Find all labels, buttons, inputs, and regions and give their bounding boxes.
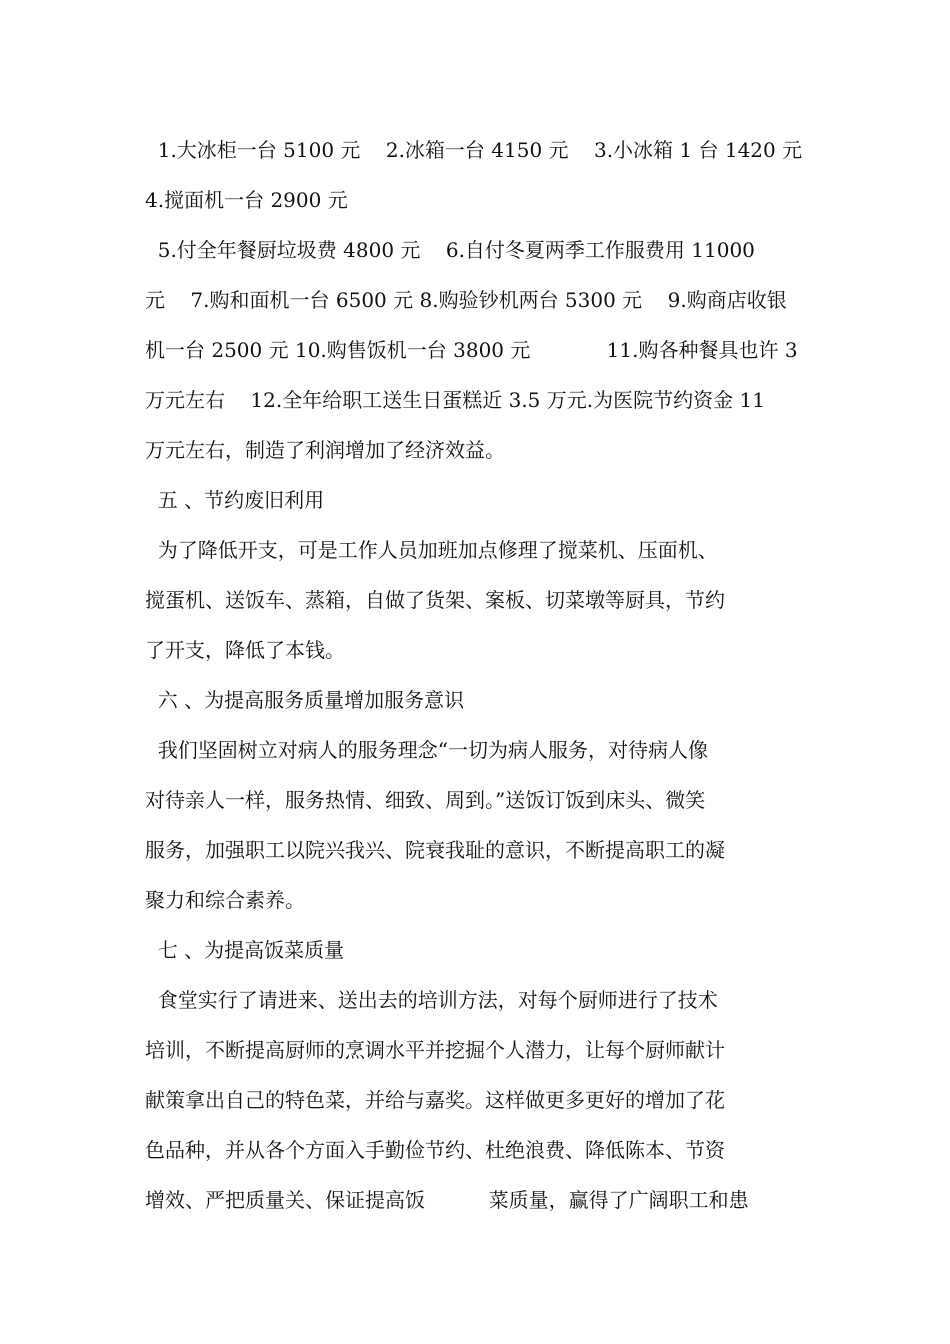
text-line-11: 了开支，降低了本钱。: [145, 638, 345, 662]
text-line-20: 献策拿出自己的特色菜，并给与嘉奖。这样做更多更好的增加了花: [145, 1088, 725, 1112]
section-heading-7: 七 、为提高饭菜质量: [145, 938, 345, 962]
text-line-19: 培训，不断提高厨师的烹调水平并挖掘个人潜力，让每个厨师献计: [145, 1038, 725, 1062]
text-line-18: 食堂实行了请进来、送出去的培训方法，对每个厨师进行了技术: [145, 988, 718, 1012]
text-line-1: 1.大冰柜一台 5100 元 2.冰箱一台 4150 元 3.小冰箱 1 台 1420 元: [145, 138, 803, 162]
text-line-16: 聚力和综合素养。: [145, 888, 305, 912]
section-heading-5: 五 、节约废旧利用: [145, 488, 325, 512]
text-line-5: 机一台 2500 元 10.购售饭机一台 3800 元 11.购各种餐具也许 3: [145, 338, 798, 362]
text-line-14: 对待亲人一样，服务热情、细致、周到。”送饭订饭到床头、微笑: [145, 788, 706, 812]
section-heading-6: 六 、为提高服务质量增加服务意识: [145, 688, 465, 712]
text-line-13: 我们坚固树立对病人的服务理念“一切为病人服务，对待病人像: [145, 738, 708, 762]
text-line-15: 服务，加强职工以院兴我兴、院衰我耻的意识，不断提高职工的凝: [145, 838, 725, 862]
text-line-21: 色品种，并从各个方面入手勤俭节约、杜绝浪费、降低陈本、节资: [145, 1138, 725, 1162]
text-line-10: 搅蛋机、送饭车、蒸箱，自做了货架、案板、切菜墩等厨具，节约: [145, 588, 725, 612]
text-line-22: 增效、严把质量关、保证提高饭 菜质量，赢得了广阔职工和患: [145, 1188, 749, 1212]
text-line-2: 4.搅面机一台 2900 元: [145, 188, 348, 212]
text-line-9: 为了降低开支，可是工作人员加班加点修理了搅菜机、压面机、: [145, 538, 718, 562]
text-line-7: 万元左右，制造了利润增加了经济效益。: [145, 438, 505, 462]
text-line-4: 元 7.购和面机一台 6500 元 8.购验钞机两台 5300 元 9.购商店收银: [145, 288, 787, 312]
text-line-3: 5.付全年餐厨垃圾费 4800 元 6.自付冬夏两季工作服费用 11000: [145, 238, 755, 262]
text-line-6: 万元左右 12.全年给职工送生日蛋糕近 3.5 万元.为医院节约资金 11: [145, 388, 765, 412]
